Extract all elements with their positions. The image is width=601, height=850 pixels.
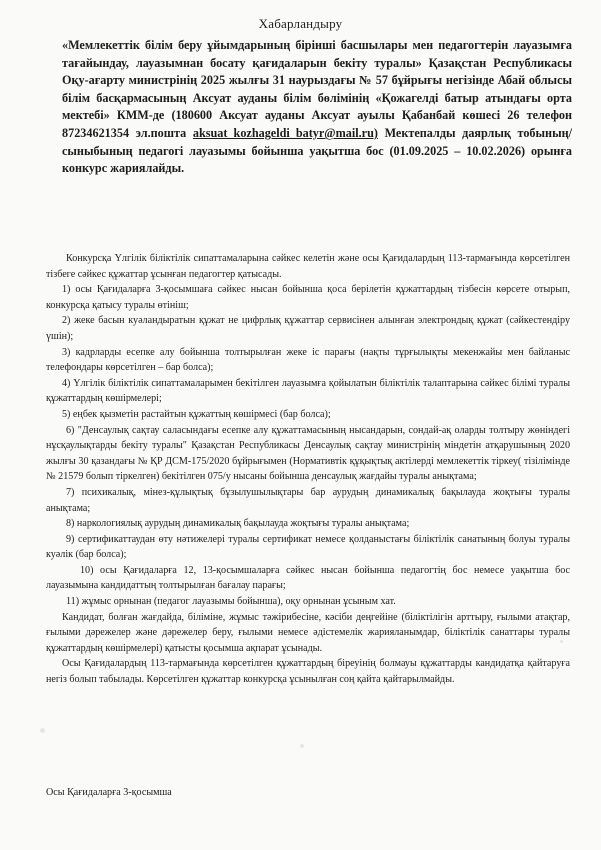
scan-speck bbox=[560, 640, 563, 643]
requirement-item-9: 9) сертификаттаудан өту нәтижелері туралы сертификат немесе қолданыстағы біліктілік санатының болуы туралы куәлік (бар болса); bbox=[46, 533, 570, 561]
contact-email: aksuat_kozhageldi_batyr@mail.ru) bbox=[192, 125, 378, 140]
paragraph-missing-documents: Осы Қағидалардың 113-тармағында көрсетілген құжаттардың біреуінің болмауы құжаттарды кандидатқа қайтаруға негіз болып табылады. Көрсетілген құжаттар конкурсқа ұсынылған соң қайта қайтарылмайды. bbox=[46, 658, 570, 686]
requirement-item-6: 6) "Денсаулық сақтау саласындағы есепке алу құжаттамасының нысандарын, сондай-ақ оларды толтыру жөніндегі нұсқаулықтарды бекіту туралы" Қазақстан Республикасы Денсаулық сақтау министрінің міндетін атқарушының 2020 жылғы 30 қазандағы № ҚР ДСМ-175/2020 бұйрығымен (Нормативтік құқықтық актілерді мемлекеттік тіркеу( тізілімінде № 21579 болып тіркелген) бекітілген 075/у нысаны бойынша денсаулық жағдайы туралы анықтама; bbox=[46, 424, 570, 483]
scan-speck bbox=[40, 728, 45, 733]
intro-text-part2: Мектепалды даярлық тобының/сыныбының педагогі лауазымы бойынша уақытша бос (01.09.2025 – 10.02.2026) орынға конкурс жариялайды. bbox=[62, 125, 572, 176]
requirement-item-5: 5) еңбек қызметін растайтын құжаттың көшірмесі (бар болса); bbox=[62, 408, 331, 420]
scan-speck bbox=[300, 744, 304, 748]
requirement-item-4: 4) Үлгілік біліктілік сипаттамаларымен бекітілген лауазымға қойылатын біліктілік талаптарына сәйкес білімі туралы құжаттардың көшірмелері; bbox=[46, 377, 570, 405]
document-body bbox=[46, 251, 570, 688]
intro-paragraph bbox=[62, 37, 572, 178]
requirement-item-11: 11) жұмыс орнынан (педагог лауазымы бойынша), оқу орнынан ұсыным хат. bbox=[66, 596, 396, 608]
intro-text-part1: «Мемлекеттік білім беру ұйымдарының бірінші басшылары мен педагогтерін лауазымға тағайындау, лауазымнан босату қағидаларын бекіту туралы» Қазақстан Республикасы Оқу-ағарту министрінің 2025 жылғы 31 наурыздағы № 57 бұйрығы негізінде Абай облысы білім басқармасының Аксуат ауданы білім бөлімінің «Қожагелді батыр атындағы орта мектебі» КММ-де (180600 Аксуат ауданы Аксуат ауылы Қабанбай көшесі 26 телефон 87234621354 эл.пошта bbox=[62, 38, 572, 140]
document-title: Хабарландыру bbox=[258, 16, 343, 31]
requirement-item-8: 8) наркологиялық аурудың динамикалық бақылауда жоқтығы туралы анықтама; bbox=[66, 518, 410, 530]
requirement-item-2: 2) жеке басын куәландыратын құжат не цифрлық құжаттар сервисінен алынған электрондық құжат (сәйкестендіру үшін); bbox=[46, 315, 570, 342]
appendix-reference: Осы Қағидаларға 3-қосымша bbox=[46, 787, 172, 798]
requirement-item-3: 3) кадрларды есепке алу бойынша толтырылған жеке іс парағы (нақты тұрғылықты мекенжайы мен байланыс телефондары көрсетілген – бар болса); bbox=[46, 346, 570, 374]
requirement-item-7: 7) психикалық, мінез-құлықтық бұзылушылықтары бар аурудың динамикалық бақылауда жоқтығы туралы анықтама; bbox=[46, 486, 570, 514]
body-lead: Конкурсқа Үлгілік біліктілік сипаттамаларына сәйкес келетін және осы Қағидалардың 113-тармағында көрсетілген тізбеге сәйкес құжаттар ұсынған педагогтер қатысады. bbox=[46, 253, 570, 280]
requirement-item-1: 1) осы Қағидаларға 3-қосымшаға сәйкес нысан бойынша қоса берілетін құжаттардың тізбесін көрсете отырып, конкурсқа қатысу туралы өтініш; bbox=[46, 284, 570, 311]
announcement-intro bbox=[62, 37, 572, 178]
paragraph-candidate-info: Кандидат, болған жағдайда, біліміне, жұмыс тәжірибесіне, кәсіби деңгейіне (біліктілігін арттыру, ғылыми атақтар, ғылыми дәрежелер және дәрежелер беру, ғылыми немесе әдістемелік жарияланымдар, біліктілік санаттары туралы құжаттардың көшірмелері) қатысты қосымша ақпарат ұсынады. bbox=[46, 611, 570, 654]
requirement-item-10: 10) осы Қағидаларға 12, 13-қосымшаларға сәйкес нысан бойынша педагогтің бос немесе уақытша бос лауазымына кандидаттың толтырылған бағалау парағы; bbox=[46, 564, 570, 592]
